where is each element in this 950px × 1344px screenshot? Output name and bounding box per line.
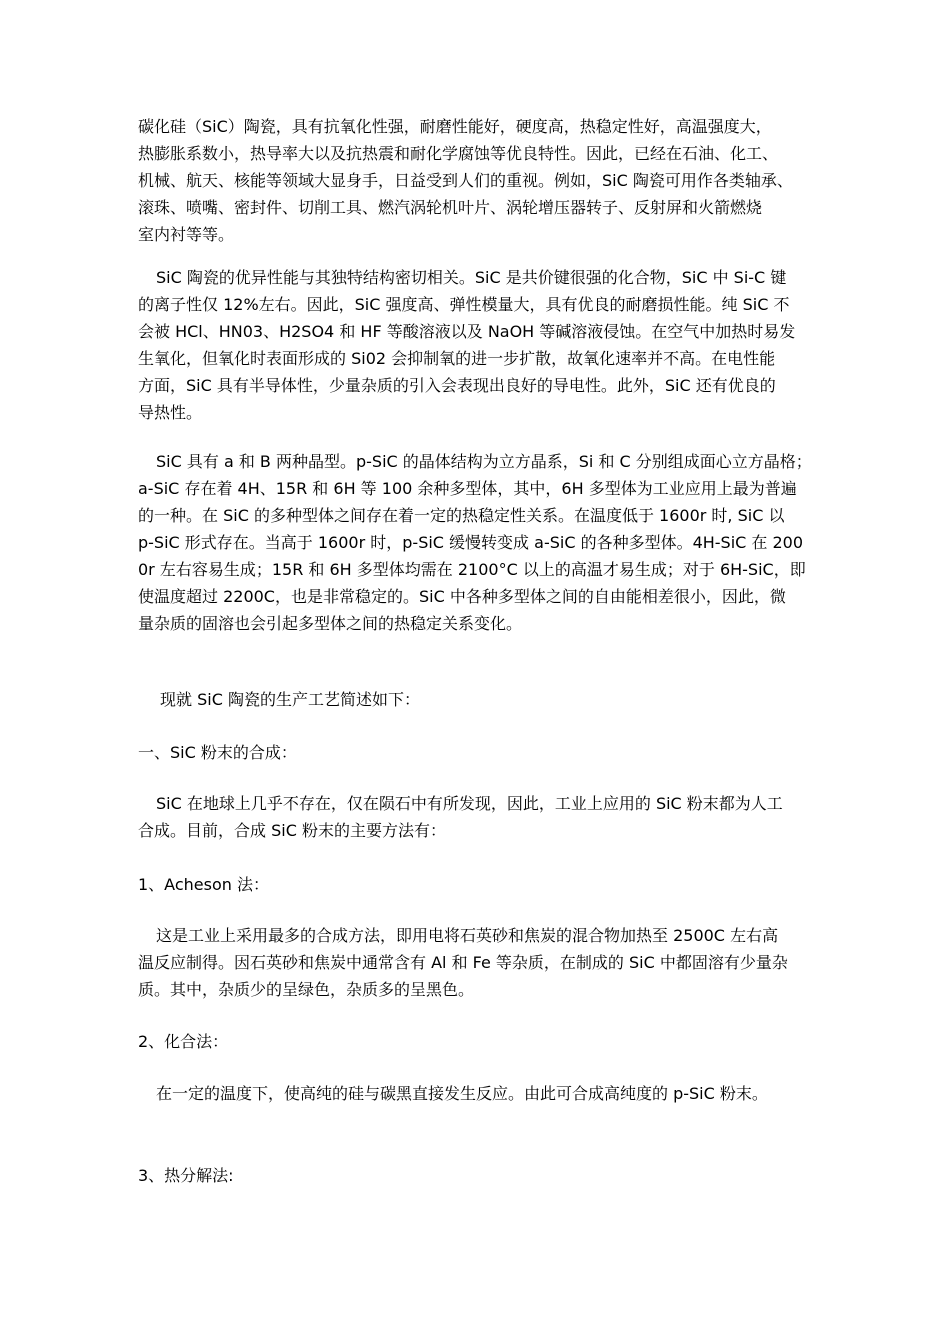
text-line: 室内衬等等。	[138, 225, 235, 244]
text-line: p-SiC 形式存在。当高于 1600r 时，p-SiC 缓慢转变成 a-SiC 的各种多型体。4H-SiC 在 200	[138, 533, 804, 552]
text-line: SiC 在地球上几乎不存在，仅在陨石中有所发现，因此，工业上应用的 SiC 粉末都为人工	[156, 794, 783, 813]
text-line: 这是工业上采用最多的合成方法，即用电将石英砂和焦炭的混合物加热至 2500C 左右高	[156, 926, 779, 945]
text-line: a-SiC 存在着 4H、15R 和 6H 等 100 余种多型体，其中，6H 多型体为工业应用上最为普遍	[138, 479, 797, 498]
text-line: 量杂质的固溶也会引起多型体之间的热稳定关系变化。	[138, 614, 523, 633]
paragraph-sic-powder	[138, 790, 828, 844]
text-line: 2、化合法：	[138, 1032, 229, 1051]
text-line: 导热性。	[138, 403, 203, 422]
text-line: 热膨胀系数小，热导率大以及抗热震和耐化学腐蚀等优良特性。因此，已经在石油、化工、	[138, 144, 779, 163]
text-line: 的一种。在 SiC 的多种型体之间存在着一定的热稳定性关系。在温度低于 1600r 时, SiC 以	[138, 506, 785, 525]
intro-line	[138, 686, 828, 713]
text-line: 在一定的温度下，使高纯的硅与碳黑直接发生反应。由此可合成高纯度的 p-SiC 粉末。	[156, 1084, 768, 1103]
section-heading	[138, 739, 828, 766]
text-line: 现就 SiC 陶瓷的生产工艺简述如下：	[160, 690, 420, 709]
paragraph-sic-structure	[138, 264, 828, 426]
text-line: 1、Acheson 法：	[138, 875, 269, 894]
paragraph-direct-synthesis	[138, 1080, 828, 1107]
method-heading	[138, 1162, 828, 1189]
text-line: 的离子性仅 12%左右。因此，SiC 强度高、弹性模量大，具有优良的耐磨损性能。纯 SiC 不	[138, 295, 790, 314]
text-line: 碳化硅（SiC）陶瓷，具有抗氧化性强，耐磨性能好，硬度高，热稳定性好，高温强度大，	[138, 117, 772, 136]
paragraph-sic-crystal	[138, 448, 828, 637]
paragraph-acheson	[138, 922, 828, 1003]
method-heading	[138, 871, 828, 898]
text-line: 0r 左右容易生成；15R 和 6H 多型体均需在 2100°C 以上的高温才易生成；对于 6H-SiC，即	[138, 560, 806, 579]
text-line: SiC 陶瓷的优异性能与其独特结构密切相关。SiC 是共价键很强的化合物，SiC 中 Si-C 键	[156, 268, 787, 287]
text-line: 3、热分解法:	[138, 1166, 234, 1185]
text-line: 温反应制得。因石英砂和焦炭中通常含有 Al 和 Fe 等杂质，在制成的 SiC 中都固溶有少量杂	[138, 953, 788, 972]
text-line: 一、SiC 粉末的合成：	[138, 743, 297, 762]
text-line: 使温度超过 2200C，也是非常稳定的。SiC 中各种多型体之间的自由能相差很小，因此，微	[138, 587, 786, 606]
text-line: 质。其中，杂质少的呈绿色，杂质多的呈黑色。	[138, 980, 475, 999]
text-line: SiC 具有 a 和 B 两种晶型。p-SiC 的晶体结构为立方晶系，Si 和 C 分别组成面心立方晶格；	[156, 452, 812, 471]
text-line: 滚珠、喷嘴、密封件、切削工具、燃汽涡轮机叶片、涡轮增压器转子、反射屏和火箭燃烧	[138, 198, 763, 217]
text-line: 机械、航天、核能等领域大显身手，日益受到人们的重视。例如，SiC 陶瓷可用作各类轴承、	[138, 171, 793, 190]
text-line: 合成。目前，合成 SiC 粉末的主要方法有：	[138, 821, 446, 840]
text-line: 会被 HCl、HN03、H2SO4 和 HF 等酸溶液以及 NaOH 等碱溶液侵蚀。在空气中加热时易发	[138, 322, 796, 341]
text-line: 方面，SiC 具有半导体性，少量杂质的引入会表现出良好的导电性。此外，SiC 还有优良的	[138, 376, 776, 395]
method-heading	[138, 1028, 828, 1055]
text-line: 生氧化，但氧化时表面形成的 Si02 会抑制氧的进一步扩散，故氧化速率并不高。在电性能	[138, 349, 776, 368]
paragraph-sic-properties	[138, 113, 828, 248]
